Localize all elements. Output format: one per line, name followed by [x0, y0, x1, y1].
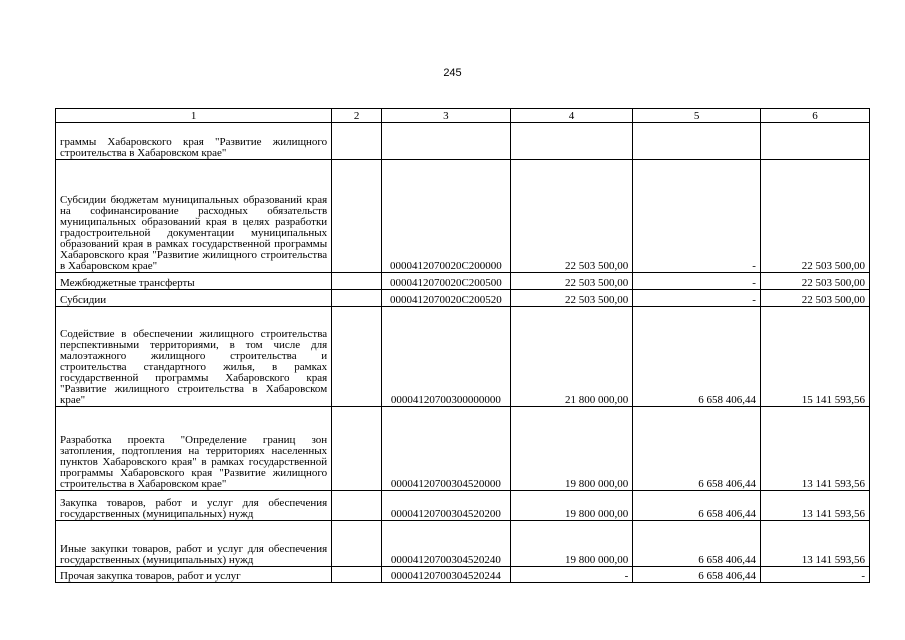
row-value-6: 22 503 500,00 — [760, 290, 869, 307]
row-value-6: 13 141 593,56 — [760, 407, 869, 491]
row-code: 0000412070020С200520 — [382, 290, 511, 307]
column-header: 5 — [633, 109, 761, 123]
row-description: Разработка проекта "Определение границ зон затопления, подтопления на территориях населенных пунктов Хабаровского края" в рамках государственной программы Хабаровского края "Развитие жилищного строительства в Хабаровском крае" — [56, 407, 332, 491]
row-col2 — [332, 290, 382, 307]
row-code: 00004120700304520000 — [382, 407, 511, 491]
row-description: граммы Хабаровского края "Развитие жилищного строительства в Хабаровском крае" — [56, 123, 332, 160]
row-value-5: 6 658 406,44 — [633, 407, 761, 491]
page-number: 245 — [443, 67, 462, 79]
row-value-4: 22 503 500,00 — [510, 273, 633, 290]
row-description: Закупка товаров, работ и услуг для обеспечения государственных (муниципальных) нужд — [56, 491, 332, 521]
table-row — [56, 123, 870, 160]
row-value-5: 6 658 406,44 — [633, 491, 761, 521]
row-value-5: - — [633, 160, 761, 273]
row-value-4: 19 800 000,00 — [510, 407, 633, 491]
row-value-5: 6 658 406,44 — [633, 521, 761, 567]
row-description: Содействие в обеспечении жилищного строительства перспективными территориями, в том числе для малоэтажного жилищного строительства и строительства стандартного жилья, в рамках государственной программы Хабаровского края "Развитие жилищного строительства в Хабаровском крае" — [56, 307, 332, 407]
row-code: 0000412070020С200000 — [382, 160, 511, 273]
row-value-6: 13 141 593,56 — [760, 491, 869, 521]
column-header: 4 — [510, 109, 633, 123]
row-value-6: - — [760, 567, 869, 583]
row-col2 — [332, 273, 382, 290]
row-value-5: - — [633, 290, 761, 307]
row-code: 00004120700304520244 — [382, 567, 511, 583]
row-value-6: 22 503 500,00 — [760, 160, 869, 273]
row-description: Субсидии бюджетам муниципальных образований края на софинансирование расходных обязательств муниципальных образований края в целях разработки градостроительной документации муниципальных образований края в рамках государственной программы Хабаровского края "Развитие жилищного строительства в Хабаровском крае" — [56, 160, 332, 273]
row-value-4: 19 800 000,00 — [510, 521, 633, 567]
row-col2 — [332, 123, 382, 160]
row-code — [382, 123, 511, 160]
row-value-4: 22 503 500,00 — [510, 160, 633, 273]
row-value-6: 13 141 593,56 — [760, 521, 869, 567]
row-value-4: 19 800 000,00 — [510, 491, 633, 521]
row-value-4: - — [510, 567, 633, 583]
column-header: 2 — [332, 109, 382, 123]
table-row — [56, 521, 870, 567]
row-description: Субсидии — [56, 290, 332, 307]
table-row — [56, 273, 870, 290]
row-value-6: 22 503 500,00 — [760, 273, 869, 290]
row-description: Прочая закупка товаров, работ и услуг — [56, 567, 332, 583]
table-row — [56, 307, 870, 407]
row-col2 — [332, 160, 382, 273]
row-value-6: 15 141 593,56 — [760, 307, 869, 407]
table-header-row — [56, 109, 870, 123]
table-row — [56, 491, 870, 521]
row-value-4 — [510, 123, 633, 160]
table-row — [56, 407, 870, 491]
row-code: 00004120700304520200 — [382, 491, 511, 521]
row-value-5: - — [633, 273, 761, 290]
row-code: 00004120700304520240 — [382, 521, 511, 567]
row-value-4: 22 503 500,00 — [510, 290, 633, 307]
column-header: 6 — [760, 109, 869, 123]
row-col2 — [332, 491, 382, 521]
row-description: Иные закупки товаров, работ и услуг для обеспечения государственных (муниципальных) нужд — [56, 521, 332, 567]
row-col2 — [332, 521, 382, 567]
table-row — [56, 160, 870, 273]
table-row — [56, 567, 870, 583]
row-value-4: 21 800 000,00 — [510, 307, 633, 407]
table-row — [56, 290, 870, 307]
row-value-5: 6 658 406,44 — [633, 567, 761, 583]
row-col2 — [332, 567, 382, 583]
row-col2 — [332, 407, 382, 491]
row-description: Межбюджетные трансферты — [56, 273, 332, 290]
row-code: 00004120700300000000 — [382, 307, 511, 407]
row-value-5 — [633, 123, 761, 160]
column-header: 1 — [56, 109, 332, 123]
budget-table — [55, 108, 870, 583]
column-header: 3 — [382, 109, 511, 123]
row-value-5: 6 658 406,44 — [633, 307, 761, 407]
row-code: 0000412070020С200500 — [382, 273, 511, 290]
row-value-6 — [760, 123, 869, 160]
row-col2 — [332, 307, 382, 407]
